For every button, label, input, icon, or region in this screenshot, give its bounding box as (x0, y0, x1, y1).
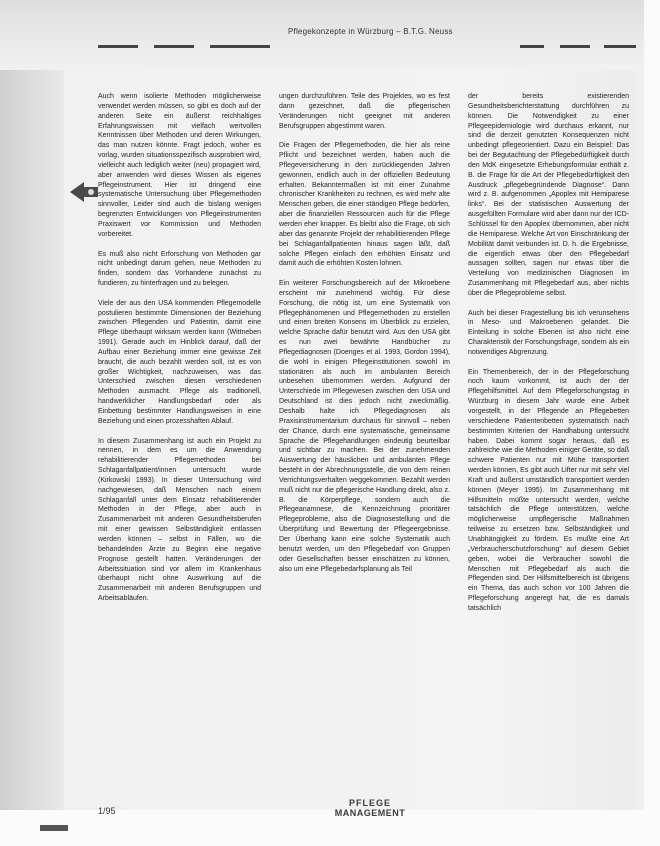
text-column-right (468, 92, 629, 782)
paragraph: Die Fragen der Pflegemethoden, die hier als reine Pflicht und bezeichnet werden, haben auch die Pflegeversicherung in den zurückliegenden Jahren gewonnen, endlich auch in der offiziellen Bedeutung erhalten. Bekanntermaßen ist mit einer Zunahme chronischer Krankheiten zu rechnen, es wird mehr alte Menschen geben, die einer ständigen Pflege bedürfen, aber die finanziellen Ressourcen auch für die Pflege werden eher knapper. Es bleibt also die Frage, ob sich aber das genannte Projekt der rehabilitierenden Pflege bei Schlaganfallpatienten hinaus sagen läßt, daß solche Pflegen einfach den erhöhten Einsatz und damit auch die erhöhten Kosten lohnen. (279, 142, 450, 268)
margin-arrow-icon (70, 180, 98, 209)
paragraph: In diesem Zusammenhang ist auch ein Projekt zu nennen, in dem es um die Anwendung rehabilitierender Pflegemethoden bei Schlaganfallpatient/innen untersucht wurde (Kirkowski 1993). In dieser Untersuchung wird nachgewiesen, daß Menschen nach einem Schlaganfall unter dem Einsatz rehabilitierender Methoden in der Pflege, aber auch in Zusammenarbeit mit anderen Gesundheitsberufen mit einer gewissen Selbständigkeit entlassen werden können – selbst in Fällen, wo die behandelnden Ärzte zu Beginn eine negative Prognose gestellt hatten. Veränderungen der Arbeitssituation sind vor allem im Krankenhaus überhaupt nicht ohne Auswirkung auf die Zusammenarbeit mit anderen Berufsgruppen und Arbeitsabläufen. (98, 437, 261, 603)
header-rule-segment (604, 45, 636, 48)
right-page-edge (644, 0, 660, 846)
paragraph: Auch wenn isolierte Methoden möglicherweise verwendet werden müssen, so gibt es doch auf der anderen Seite ein äußerst reichhaltiges Erfahrungswissen mit vielfach wertvollen Kenntnissen über Methoden und deren Wirkungen, das man nutzen könnte. Fragt jedoch, woher es vorlag, wurden situationsspezifisch ausprobiert wird, vielleicht auch lediglich weiter (neu) propagiert wird, aber anwenden wird dieses Wissen als eigenes Pflegeinstrument. Hier ist dringend eine systematische Untersuchung über Pflegemethoden sinnvoller, Leider sind auch die bislang wenigen begrenzten Entwicklungen von Pflegeinstrumenten Praxiswert vor Kommission und Methoden vorbereitet. (98, 93, 261, 238)
paragraph: Ein weiterer Forschungsbereich auf der Mikroebene erscheint mir zunehmend wichtig. Für diese Forschung, die nötig ist, um eine Systematik von Pflegephänomenen und Pflegemethoden zu erstellen und einen breiten Konsens im Überblick zu erzielen, welche Sprache dafür benutzt wird. Aus den USA gibt es nun zwei bewährte Handbücher zu Pflegediagnosen (Doenges et al. 1993, Gordon 1994), die wohl in einigen Pflegeinstitutionen sowohl im stationären als auch im ambulanten Bereich unbesehen übernommen werden. Aufgrund der Unterschiede im Pflegewesen zwischen den USA und Deutschland ist dies jedoch nicht zweckmäßig. Deshalb halte ich Pflegediagnosen als Praxisinstrumentarium durchaus für sinnvoll – neben der Chance, durch eine systematische, gemeinsame Sprache die Pflegehandlungen eindeutig beurteilbar und sichtbar zu machen. Bei der zunehmenden Auswertung der häuslichen und ambulanten Pflege besteht in der Abrechnungsstelle, die von dem reinen Verrichtungsverhalten weggekommen. Bezahlt werden muß nicht nur die pflegerische Handlung direkt, also z. B. die Körperpflege, sondern auch die Pflegeanamnese, die Kennzeichnung prioritärer Pflegeprobleme, also die Diagnosestellung und die Überprüfung und Bewertung der Pflegeergebnisse. Der Überhang kann eine solche Systematik auch benutzt werden, um den Pflegebedarf von Gruppen oder Gesellschaften besser einschätzen zu können, also um eine Pflegebedarfsplanung als Teil (279, 280, 450, 573)
page-number: 1/95 (98, 806, 116, 816)
paragraph: Es muß also nicht Erforschung von Methoden gar nicht unbedingt darum gehen, neue Methoden zu finden, sondern das Vorhandene zunächst zu fundieren, zu hinterfragen und zu belegen. (98, 250, 261, 288)
header-rule-segment (154, 45, 194, 48)
paragraph: Viele der aus den USA kommenden Pflegemodelle postulieren bestimmte Dimensionen der Beziehung zwischen Pflegenden und Patientin, damit eine Pflege überhaupt wirksam werden kann (Wittneben 1991). Gerade auch im Hinblick darauf, daß der Aufbau einer Beziehung immer eine gewisse Zeit braucht, die auch bezahlt werden soll, ist es von großer Wichtigkeit, nachzuweisen, was das Unterschied zwischen diesen verschiedenen Methoden ausmacht. Pflege als traditionell, handwerklicher Handlungsbedarf oder als Einbettung bestimmter Handlungsweisen in eine Beziehung und einen prozesshaften Ablauf. (98, 299, 261, 425)
header-rule-segment (560, 45, 590, 48)
logo-line-pflege: PFLEGE (348, 798, 391, 808)
text-column-left (98, 92, 261, 792)
text-column-middle (279, 92, 450, 782)
logo-line-management: MANAGEMENT (334, 808, 406, 818)
header-rule-segment (210, 45, 270, 48)
scan-edge-mark (40, 825, 68, 831)
paragraph: der bereits existierenden Gesundheitsberichterstattung durchführen zu können. Die Notwendigkeit zu einer Pflegeepidemiologie wird durchaus erkannt, nur sind die derzeit genutzten Konsequenzen nicht unbedingt pflegeorientiert. Dazu ein Beispiel: Das bei der Begutachtung der Pflegebedürftigkeit durch den MdK eingesetzte Erhebungsformular enthält z. B. die Frage für die Art der Pflegebedürftigkeit den Ausdruck „pflegebegründende Diagnose“. Dann wird z. B. aufgenommen „Apoplex mit Hemiparese links“. Bei der statistischen Auswertung der ausgefüllten Formulare wird aber dann nur der ICD-Schlüssel für den Apoplex übernommen, aber nicht die Hemiparese. Welche Art von Einschränkung der Mobilität damit verbunden ist. D. h. die Ergebnisse, die eigentlich etwas über den Pflegebedarf aussagen sollten, sagen nur etwas über die Verteilung von medizinischen Diagnosen im Zusammenhang mit Pflegebedarf aus, aber nichts über die Pflegeprobleme selbst. (468, 93, 629, 297)
paragraph: Ein Themenbereich, der in der Pflegeforschung noch kaum vorkommt, ist auch der der Pflegehilfsmittel. Auf dem Pflegeforschungstag in Würzburg in diesem Jahr wurde eine Arbeit vorgestellt, in der Pflegende an Pflegebetten verschiedene Patientenbetten systematisch nach bestimmten Kriterien der Handhabung untersucht haben. Dabei kommt sogar heraus, daß es zahlreiche wie die Methoden einiger Geräte, so daß schwere Patienten nur mit Mühe transportiert werden können, Es gibt auch Lifter nur mit sehr viel Kraft und äußerst umständlich transportiert werden können (Meyer 1995). Im Zusammenhang mit Hilfsmitteln müßte untersucht werden, welche tatsächlich die Pflege unterstützen, welche möglicherweise umpflegerische Maßnahmen teilweise zu ersetzen bzw. Selbständigkeit und Unabhängigkeit zu fördern. Es mußte eine Art „Verbraucherschutzforschung“ auf diesem Gebiet geben, wobei die Verbraucher sowohl die Menschen mit Pflegebedarf als auch die Pflegenden sind. Der Hilfsmittelbereich ist übrigens ein Thema, das auch schon vor 100 Jahren die Pflegeforschung angeregt hat, die es damals tatsächlich (468, 368, 629, 612)
paragraph: ungen durchzuführen. Teile des Projektes, wo es fest dann gezeichnet, daß die pflegerischen Veränderungen nicht geeignet mit anderen Berufsgruppen abgestimmt waren. (279, 93, 450, 130)
book-gutter-shadow (0, 0, 64, 846)
header-rule-segment (520, 45, 544, 48)
journal-logo (322, 798, 418, 818)
running-header: Pflegekonzepte in Würzburg – B.T.G. Neuss (288, 27, 453, 36)
paragraph: Auch bei dieser Fragestellung bis ich verunsehens in Meso- und Makroebenen gelandet. Die Einteilung in solche Ebenen ist also nicht eine Charakteristik der Forschungsfrage, sondern als ein notwendiges Abgrenzung. (468, 309, 629, 356)
header-rule-segment (98, 45, 138, 48)
